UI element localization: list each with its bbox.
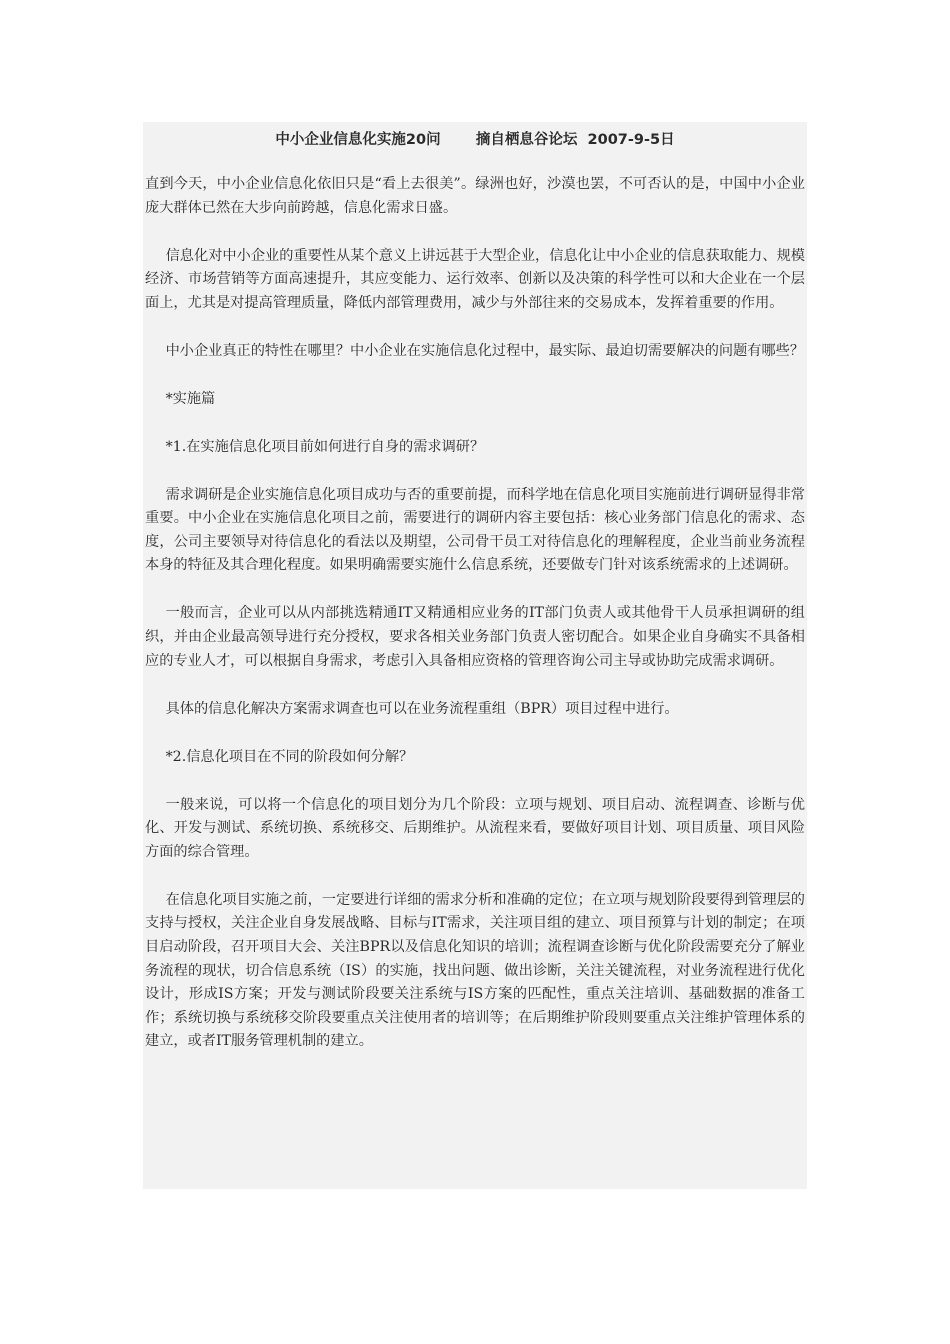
- section-heading-implementation: *实施篇: [165, 390, 216, 407]
- question-heading-2: *2.信息化项目在不同的阶段如何分解？: [165, 748, 414, 765]
- paragraph-question: 中小企业真正的特性在哪里？中小企业在实施信息化过程中，最实际、最迫切需要解决的问题有哪些？: [165, 342, 805, 359]
- paragraph-requirements-research: 需求调研是企业实施信息化项目成功与否的重要前提，而科学地在信息化项目实施前进行调研显得非常重要。中小企业在实施信息化项目之前，需要进行的调研内容主要包括：核心业务部门信息化的需求、态度，公司主要领导对待信息化的看法以及期望，公司骨干员工对待信息化的理解程度，企业当前业务流程本身的特征及其合理化程度。如果明确需要实施什么信息系统，还要做专门针对该系统需求的上述调研。: [145, 486, 805, 574]
- paragraph-importance: 信息化对中小企业的重要性从某个意义上讲远甚于大型企业，信息化让中小企业的信息获取能力、规模经济、市场营销等方面高速提升，其应变能力、运行效率、创新以及决策的科学性可以和大企业在一个层面上，尤其是对提高管理质量，降低内部管理费用，减少与外部往来的交易成本，发挥着重要的作用。: [145, 247, 805, 311]
- paragraph-intro: 直到今天，中小企业信息化依旧只是“看上去很美”。绿洲也好，沙漠也罢，不可否认的是，中国中小企业庞大群体已然在大步向前跨越，信息化需求日盛。: [145, 176, 805, 216]
- paragraph-bpr: 具体的信息化解决方案需求调查也可以在业务流程重组（BPR）项目过程中进行。: [165, 700, 679, 717]
- document-title: 中小企业信息化实施20问 摘自栖息谷论坛 2007-9-5日: [275, 132, 675, 148]
- article-panel: [143, 122, 807, 1189]
- paragraph-phase-details: 在信息化项目实施之前，一定要进行详细的需求分析和准确的定位；在立项与规划阶段要得到管理层的支持与授权，关注企业自身发展战略、目标与IT需求，关注项目组的建立、项目预算与计划的制定；在项目启动阶段，召开项目大会、关注BPR以及信息化知识的培训；流程调查诊断与优化阶段需要充分了解业务流程的现状，切合信息系统（IS）的实施，找出问题、做出诊断，关注关键流程，对业务流程进行优化设计，形成IS方案；开发与测试阶段要关注系统与IS方案的匹配性，重点关注培训、基础数据的准备工作；系统切换与系统移交阶段要重点关注使用者的培训等；在后期维护阶段则要重点关注维护管理体系的建立，或者IT服务管理机制的建立。: [145, 891, 805, 1050]
- question-heading-1: *1.在实施信息化项目前如何进行自身的需求调研？: [165, 438, 485, 455]
- paragraph-project-phases: 一般来说，可以将一个信息化的项目划分为几个阶段：立项与规划、项目启动、流程调查、诊断与优化、开发与测试、系统切换、系统移交、后期维护。从流程来看，要做好项目计划、项目质量、项目风险方面的综合管理。: [145, 796, 805, 860]
- paragraph-research-organization: 一般而言，企业可以从内部挑选精通IT又精通相应业务的IT部门负责人或其他骨干人员承担调研的组织，并由企业最高领导进行充分授权，要求各相关业务部门负责人密切配合。如果企业自身确实不具备相应的专业人才，可以根据自身需求，考虑引入具备相应资格的管理咨询公司主导或协助完成需求调研。: [145, 605, 805, 669]
